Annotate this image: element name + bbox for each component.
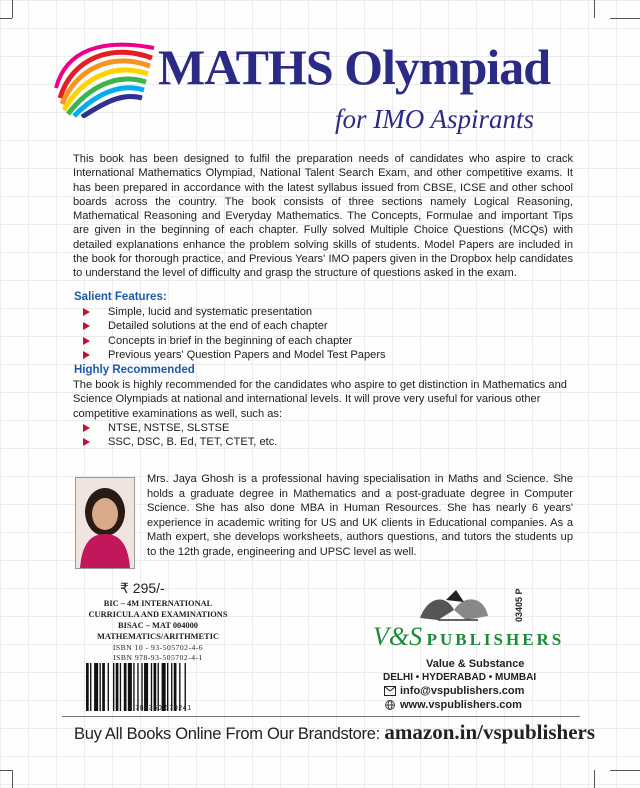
crop-mark bbox=[0, 770, 12, 771]
crop-mark bbox=[12, 0, 13, 18]
author-portrait-icon bbox=[76, 478, 134, 568]
barcode-bar bbox=[154, 663, 157, 711]
barcode-bar bbox=[124, 663, 127, 711]
barcode-bar bbox=[141, 663, 142, 711]
crop-mark bbox=[610, 770, 640, 771]
crop-mark bbox=[12, 770, 13, 788]
barcode-bar bbox=[128, 663, 132, 711]
barcode-bar bbox=[108, 663, 109, 711]
brandstore-link[interactable]: amazon.in/vspublishers bbox=[384, 720, 596, 744]
swirl-logo-icon bbox=[52, 38, 157, 118]
author-bio: Mrs. Jaya Ghosh is a professional having specialisation in Maths and Science. She holds a graduate degree in Mathematics and a post-graduate degree in Computer Science. She has also done MBA in Human Resources. She has nearly 6 years' experience in academic writing for US and UK clients in Educational companies. As a Math expert, she develops worksheets, authors questions, and tutors the students up to the 12th grade, engineering and UPSC level as well. bbox=[147, 473, 573, 558]
barcode-bar bbox=[158, 663, 159, 711]
publisher-website: www.vspublishers.com bbox=[384, 699, 522, 711]
barcode-bar bbox=[86, 663, 89, 711]
barcode-bar bbox=[171, 663, 172, 711]
envelope-icon bbox=[384, 686, 396, 696]
publisher-email: info@vspublishers.com bbox=[384, 685, 524, 697]
list-item: Detailed solutions at the end of each chapter bbox=[83, 319, 386, 333]
crop-mark bbox=[594, 0, 595, 18]
arrow-bullet-icon bbox=[83, 438, 90, 446]
barcode-bar bbox=[185, 663, 186, 711]
arrow-bullet-icon bbox=[83, 322, 90, 330]
divider bbox=[62, 716, 580, 717]
barcode-bar bbox=[144, 663, 148, 711]
crop-mark bbox=[0, 18, 12, 19]
barcode-bar bbox=[90, 663, 91, 711]
publisher-tagline: Value & Substance bbox=[426, 658, 525, 670]
crop-mark bbox=[610, 18, 640, 19]
recommended-text: The book is highly recommended for the candidates who aspire to get distinction in Mathematics and Science Olympiads at national and international levels. It will prove very useful for various other competitive examinations as well, such as: bbox=[73, 379, 567, 420]
exam-list bbox=[83, 421, 277, 450]
classification-block: BIC – 4M INTERNATIONAL CURRICULA AND EXAMINATIONS BISAC – MAT 004000 MATHEMATICS/ARITHMETIC bbox=[88, 599, 228, 641]
barcode-bar bbox=[179, 663, 180, 711]
barcode-bar bbox=[94, 663, 98, 711]
barcode-bar bbox=[100, 663, 101, 711]
product-code: 03405 P bbox=[514, 588, 524, 622]
author-photo bbox=[75, 477, 135, 569]
arrow-bullet-icon bbox=[83, 351, 90, 359]
list-item: Simple, lucid and systematic presentation bbox=[83, 305, 386, 319]
list-item: Previous years' Question Papers and Model Test Papers bbox=[83, 348, 386, 362]
list-item: SSC, DSC, B. Ed, TET, CTET, etc. bbox=[83, 435, 277, 449]
barcode-bar bbox=[133, 663, 134, 711]
barcode-bar bbox=[102, 663, 105, 711]
publisher-cities: DELHI • HYDERABAD • MUMBAI bbox=[383, 672, 537, 683]
barcode-digits: 9 789350 570241 bbox=[128, 705, 192, 712]
globe-icon bbox=[384, 700, 396, 710]
barcode-bar bbox=[167, 663, 168, 711]
crop-mark bbox=[594, 770, 595, 788]
list-item: NTSE, NSTSE, SLSTSE bbox=[83, 421, 277, 435]
barcode-bar bbox=[137, 663, 138, 711]
publisher-name: V&S PUBLISHERS bbox=[373, 622, 565, 651]
book-title: MATHS Olympiad bbox=[158, 39, 551, 95]
barcode-bar bbox=[151, 663, 152, 711]
barcode-bar bbox=[116, 663, 119, 711]
arrow-bullet-icon bbox=[83, 337, 90, 345]
salient-features-list bbox=[83, 305, 386, 362]
salient-features-heading: Salient Features: bbox=[74, 291, 167, 303]
price: ₹ 295/- bbox=[120, 580, 165, 596]
isbn-block: ISBN 10 - 93-505702-4-6 ISBN 978-93-505702-4-1 bbox=[112, 643, 204, 662]
barcode-bar bbox=[162, 663, 166, 711]
highly-recommended-heading: Highly Recommended bbox=[74, 364, 195, 376]
book-description: This book has been designed to fulfil the preparation needs of candidates who aspire to crack International Mathematics Olympiad, National Talent Search Exam, and other competitive exams. It has been prepared in accordance with the latest syllabus issued from CBSE, ICSE and other school boards across the country. The book consists of three sections namely Logical Reasoning, Mathematical Reasoning and Everyday Mathematics. The Concepts, Formulae and important Tips are given in the beginning of each chapter. Fully solved Multiple Choice Questions (MCQs) with detailed explanations enhance the problem solving skills of students. Model Papers are included in the book for thorough practice, and Previous Years' IMO papers given in the Dropbox help candidates to understand the level of difficulty and grasp the structure of questions asked in the exam. bbox=[73, 153, 573, 280]
barcode-bar bbox=[174, 663, 177, 711]
list-item: Concepts in brief in the beginning of each chapter bbox=[83, 334, 386, 348]
brandstore-line: Buy All Books Online From Our Brandstore: amazon.in/vspublishers bbox=[74, 720, 596, 744]
barcode-icon bbox=[82, 663, 238, 711]
arrow-bullet-icon bbox=[83, 308, 90, 316]
arrow-bullet-icon bbox=[83, 424, 90, 432]
book-subtitle: for IMO Aspirants bbox=[335, 104, 535, 134]
barcode-bar bbox=[120, 663, 121, 711]
barcode-bar bbox=[113, 663, 114, 711]
